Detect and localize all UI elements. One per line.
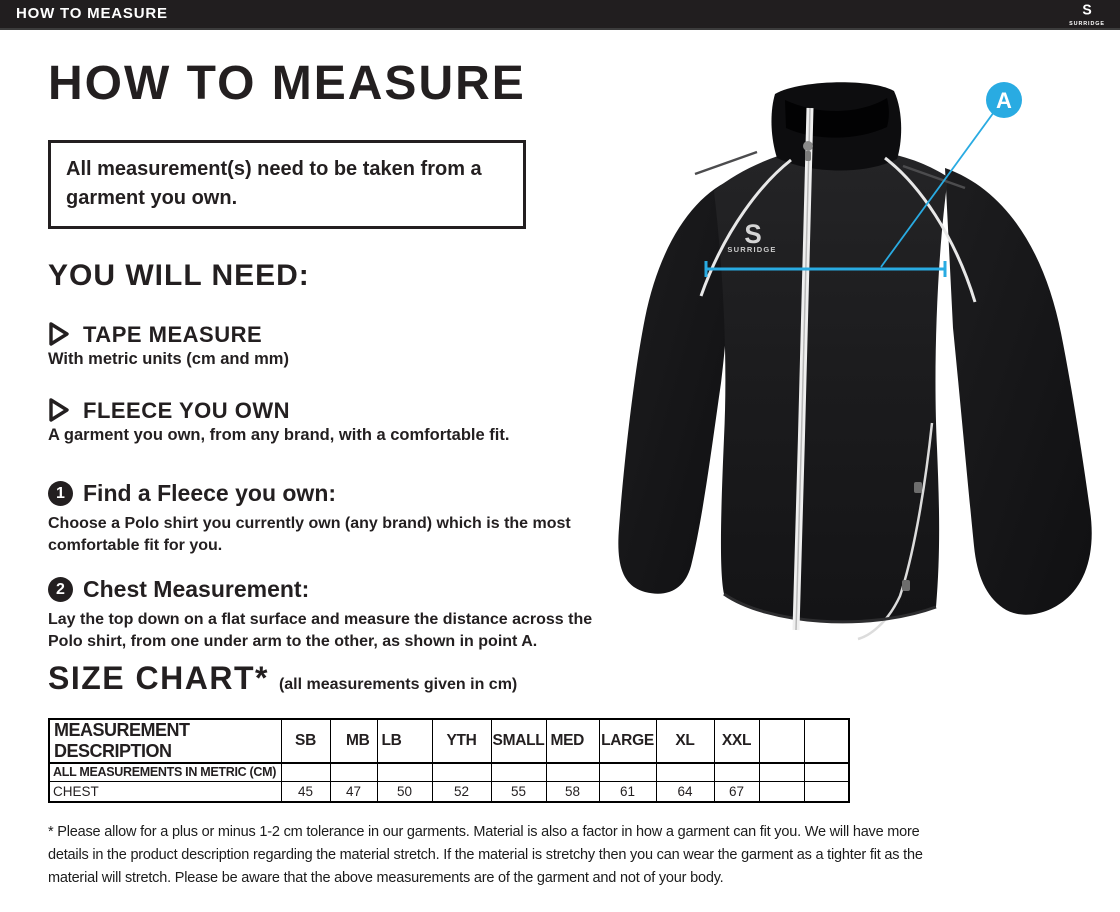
table-cell: 55 [491, 781, 546, 802]
need-item-description: A garment you own, from any brand, with a comfortable fit. [48, 426, 510, 444]
step-1 [48, 481, 632, 557]
size-chart-title: SIZE CHART* [48, 660, 269, 696]
triangle-bullet-icon [48, 322, 69, 346]
step-number-badge: 1 [48, 481, 73, 506]
surridge-logo-icon [1056, 1, 1112, 34]
size-chart-body [49, 763, 849, 802]
column-header: LARGE [599, 719, 656, 763]
measure-instructions [48, 57, 632, 653]
topbar [0, 0, 1120, 30]
table-cell [432, 763, 491, 781]
table-cell: 61 [599, 781, 656, 802]
jacket-right-sleeve [945, 168, 1092, 615]
table-cell: 47 [330, 781, 377, 802]
fleece-jacket-image [615, 78, 1110, 663]
column-header: MEASUREMENT DESCRIPTION [49, 719, 281, 763]
jacket-left-sleeve [618, 178, 735, 594]
table-cell [656, 763, 714, 781]
step-description: Choose a Polo shirt you currently own (any brand) which is the most comfortable fit for you. [48, 515, 571, 554]
column-header: XL [656, 719, 714, 763]
table-cell [759, 763, 804, 781]
size-chart-table [48, 718, 850, 803]
tolerance-footnote: * Please allow for a plus or minus 1-2 cm tolerance in our garments. Material is also a factor in how a garment can fit you. We will have more details in the product description regarding the material stretch. If the material is stretchy then you can wear the garment as a tighter fit as the material will stretch. Please be aware that the above measurements are of the garment and not of your body. [48, 824, 923, 886]
table-cell [714, 763, 759, 781]
table-cell: 58 [546, 781, 599, 802]
surridge-s-icon: S [1082, 2, 1092, 19]
column-header: MED [546, 719, 599, 763]
triangle-bullet-icon [48, 398, 69, 422]
table-cell [281, 763, 330, 781]
need-item-fleece [48, 398, 632, 445]
svg-text:SURRIDGE: SURRIDGE [1069, 21, 1105, 27]
column-header: SB [281, 719, 330, 763]
table-cell: 64 [656, 781, 714, 802]
you-will-need-heading: YOU WILL NEED: [48, 259, 310, 292]
svg-text:A: A [996, 88, 1012, 113]
size-chart-section [48, 662, 953, 890]
table-cell [330, 763, 377, 781]
table-cell: 45 [281, 781, 330, 802]
step-description: Lay the top down on a flat surface and measure the distance across the Polo shirt, from one under arm to the other, as shown in point A. [48, 611, 593, 650]
column-header: XXL [714, 719, 759, 763]
need-item-title: FLEECE YOU OWN [83, 397, 291, 423]
row-label: ALL MEASUREMENTS IN METRIC (CM) [49, 763, 281, 781]
table-cell [491, 763, 546, 781]
column-header [759, 719, 804, 763]
table-row [49, 763, 849, 781]
zip-pull-icon [803, 141, 813, 151]
step-title: Chest Measurement: [83, 576, 310, 602]
size-chart-header-row [49, 719, 849, 763]
need-item-tape-measure [48, 322, 632, 369]
marker-a-badge [986, 82, 1022, 118]
surridge-s-icon: S [744, 219, 762, 250]
jacket-measurement-diagram [615, 78, 1110, 668]
table-cell: 50 [377, 781, 432, 802]
notice-text: All measurement(s) need to be taken from a garment you own. [66, 158, 482, 209]
page-title: HOW TO MEASURE [48, 57, 526, 110]
step-title: Find a Fleece you own: [83, 480, 337, 506]
table-cell [804, 781, 849, 802]
column-header: MB [330, 719, 377, 763]
step-number-badge: 2 [48, 577, 73, 602]
table-cell [599, 763, 656, 781]
table-cell [546, 763, 599, 781]
column-header: LB [377, 719, 432, 763]
table-cell [759, 781, 804, 802]
table-cell: 52 [432, 781, 491, 802]
svg-text:SURRIDGE: SURRIDGE [727, 245, 777, 254]
size-chart-subtitle: (all measurements given in cm) [278, 676, 518, 693]
table-cell: 67 [714, 781, 759, 802]
step-2 [48, 577, 632, 653]
column-header: YTH [432, 719, 491, 763]
table-cell [377, 763, 432, 781]
need-item-description: With metric units (cm and mm) [48, 350, 289, 368]
notice-box [48, 140, 526, 229]
row-label: CHEST [49, 781, 281, 802]
need-item-title: TAPE MEASURE [83, 321, 263, 347]
column-header: SMALL [491, 719, 546, 763]
topbar-title: HOW TO MEASURE [16, 4, 168, 22]
table-cell [804, 763, 849, 781]
table-row [49, 781, 849, 802]
column-header [804, 719, 849, 763]
